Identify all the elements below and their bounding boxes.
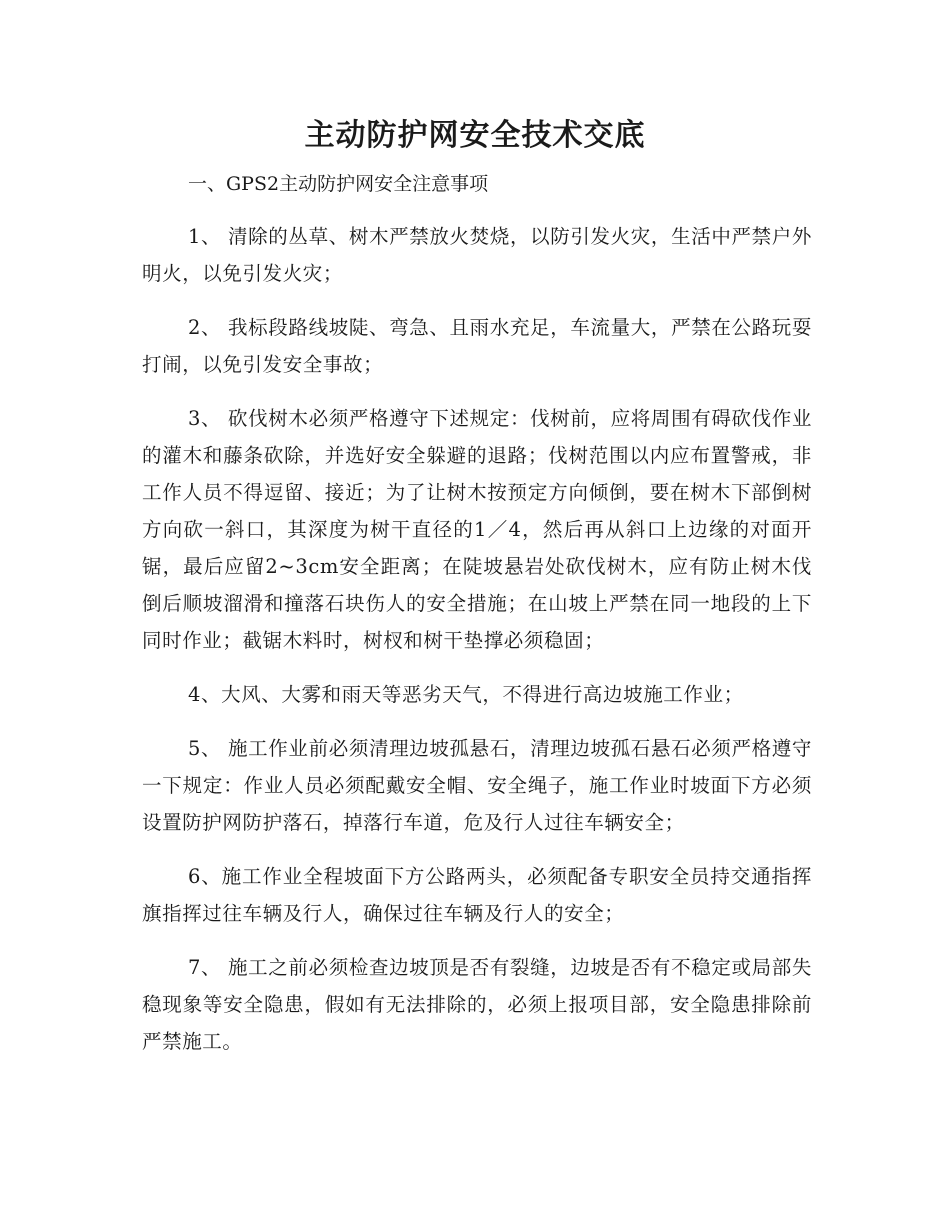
document-title: 主动防护网安全技术交底 (304, 118, 646, 153)
paragraph-7: 7、 施工之前必须检查边坡顶是否有裂缝，边坡是否有不稳定或局部失稳现象等安全隐患，假如有无法排除的，必须上报项目部，安全隐患排除前严禁施工。 (142, 956, 812, 1053)
paragraph-6: 6、施工作业全程坡面下方公路两头，必须配备专职安全员持交通指挥旗指挥过往车辆及行人，确保过往车辆及行人的安全； (142, 865, 812, 925)
paragraph-4: 4、大风、大雾和雨天等恶劣天气，不得进行高边坡施工作业； (188, 683, 744, 706)
paragraph-3: 3、 砍伐树木必须严格遵守下述规定：伐树前，应将周围有碍砍伐作业的灌木和藤条砍除，并选好安全躲避的退路；伐树范围以内应布置警戒，非工作人员不得逗留、接近；为了让树木按预定方向倾倒，要在树木下部倒树方向砍一斜口，其深度为树干直径的1／4，然后再从斜口上边缘的对面开锯，最后应留2~3cm安全距离；在陡坡悬岩处砍伐树木，应有防止树木伐倒后顺坡溜滑和撞落石块伤人的安全措施；在山坡上严禁在同一地段的上下同时作业；截锯木料时，树杈和树干垫撑必须稳固； (142, 407, 812, 652)
section-heading: 一、GPS2主动防护网安全注意事项 (188, 173, 489, 195)
paragraph-5: 5、 施工作业前必须清理边坡孤悬石，清理边坡孤石悬石必须严格遵守一下规定：作业人员必须配戴安全帽、安全绳子，施工作业时坡面下方必须设置防护网防护落石，掉落行车道，危及行人过往车辆安全； (142, 737, 812, 834)
paragraph-2: 2、 我标段路线坡陡、弯急、且雨水充足，车流量大，严禁在公路玩耍打闹，以免引发安全事故； (142, 316, 812, 376)
paragraph-1: 1、 清除的丛草、树木严禁放火焚烧，以防引发火灾，生活中严禁户外明火，以免引发火灾； (142, 225, 812, 285)
document-body (142, 218, 812, 1077)
